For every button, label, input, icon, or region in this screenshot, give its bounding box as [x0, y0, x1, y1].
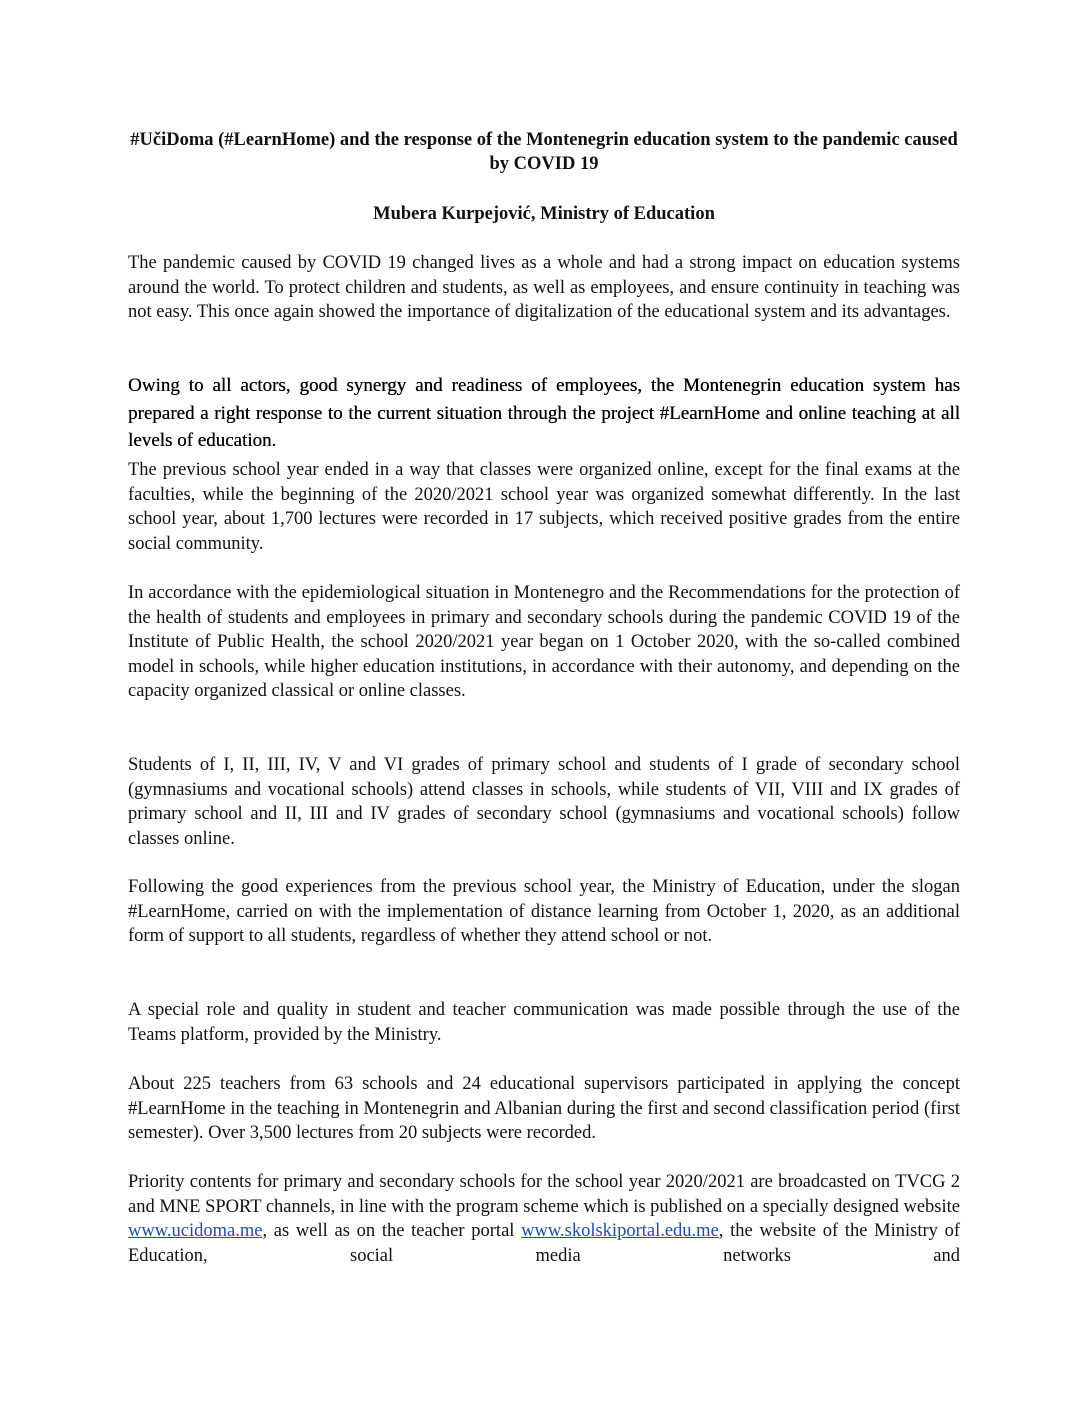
document-author: Mubera Kurpejović, Ministry of Education [373, 204, 715, 224]
paragraph-students-grades: Students of I, II, III, IV, V and VI grades of primary school and students of I grade of secondary school (gymnasiums and vocational schools) attend classes in schools, while students of VII, VIII and IX grades of primary school and II, III and IV grades of secondary school (gymnasiums and vocational schools) follow classes online. [128, 755, 960, 849]
paragraph-good-experiences: Following the good experiences from the previous school year, the Ministry of Education, under the slogan #LearnHome, carried on with the implementation of distance learning from October 1, 2020, as an additional form of support to all students, regardless of whether they attend school or not. [128, 877, 960, 947]
paragraph-previous-year: The previous school year ended in a way that classes were organized online, except for the final exams at the faculties, while the beginning of the 2020/2021 school year was organized somewhat differently. In the last school year, about 1,700 lectures were recorded in 17 subjects, which received positive grades from the entire social community. [128, 460, 960, 554]
paragraph-intro: The pandemic caused by COVID 19 changed lives as a whole and had a strong impact on education systems around the world. To protect children and students, as well as employees, and ensure continuity in teaching was not easy. This once again showed the importance of digitalization of the educational system and its advantages. [128, 253, 960, 323]
ucidoma-link[interactable]: www.ucidoma.me [128, 1221, 263, 1242]
priority-text-end: , the website of the Ministry of Education, social media networks and [128, 1221, 960, 1266]
paragraph-priority-contents [128, 1170, 960, 1268]
priority-text-start: Priority contents for primary and secondary schools for the school year 2020/2021 are broadcasted on TVCG 2 and MNE SPORT channels, in line with the program scheme which is published on a specially designed website [128, 1172, 960, 1217]
priority-text-middle: , as well as on the teacher portal [262, 1221, 522, 1242]
document-title: #UčiDoma (#LearnHome) and the response of the Montenegrin education system to the pandemic caused by COVID 19 [130, 130, 958, 174]
paragraph-teachers: About 225 teachers from 63 schools and 24 educational supervisors participated in applying the concept #LearnHome in the teaching in Montenegrin and Albanian during the first and second classification period (first semester). Over 3,500 lectures from 20 subjects were recorded. [128, 1074, 960, 1144]
paragraph-epidemiological: In accordance with the epidemiological situation in Montenegro and the Recommendations for the protection of the health of students and employees in primary and secondary schools during the pandemic COVID 19 of the Institute of Public Health, the school 2020/2021 year began on 1 October 2020, with the so-called combined model in schools, while higher education institutions, in accordance with their autonomy, and depending on the capacity organized classical or online classes. [128, 583, 960, 702]
skolskiportal-link[interactable]: www.skolskiportal.edu.me [521, 1221, 719, 1242]
paragraph-teams-platform: A special role and quality in student and teacher communication was made possible through the use of the Teams platform, provided by the Ministry. [128, 1000, 960, 1045]
paragraph-highlight: Owing to all actors, good synergy and readiness of employees, the Montenegrin education system has prepared a right response to the current situation through the project #LearnHome and online teaching at all levels of education. [128, 375, 960, 451]
